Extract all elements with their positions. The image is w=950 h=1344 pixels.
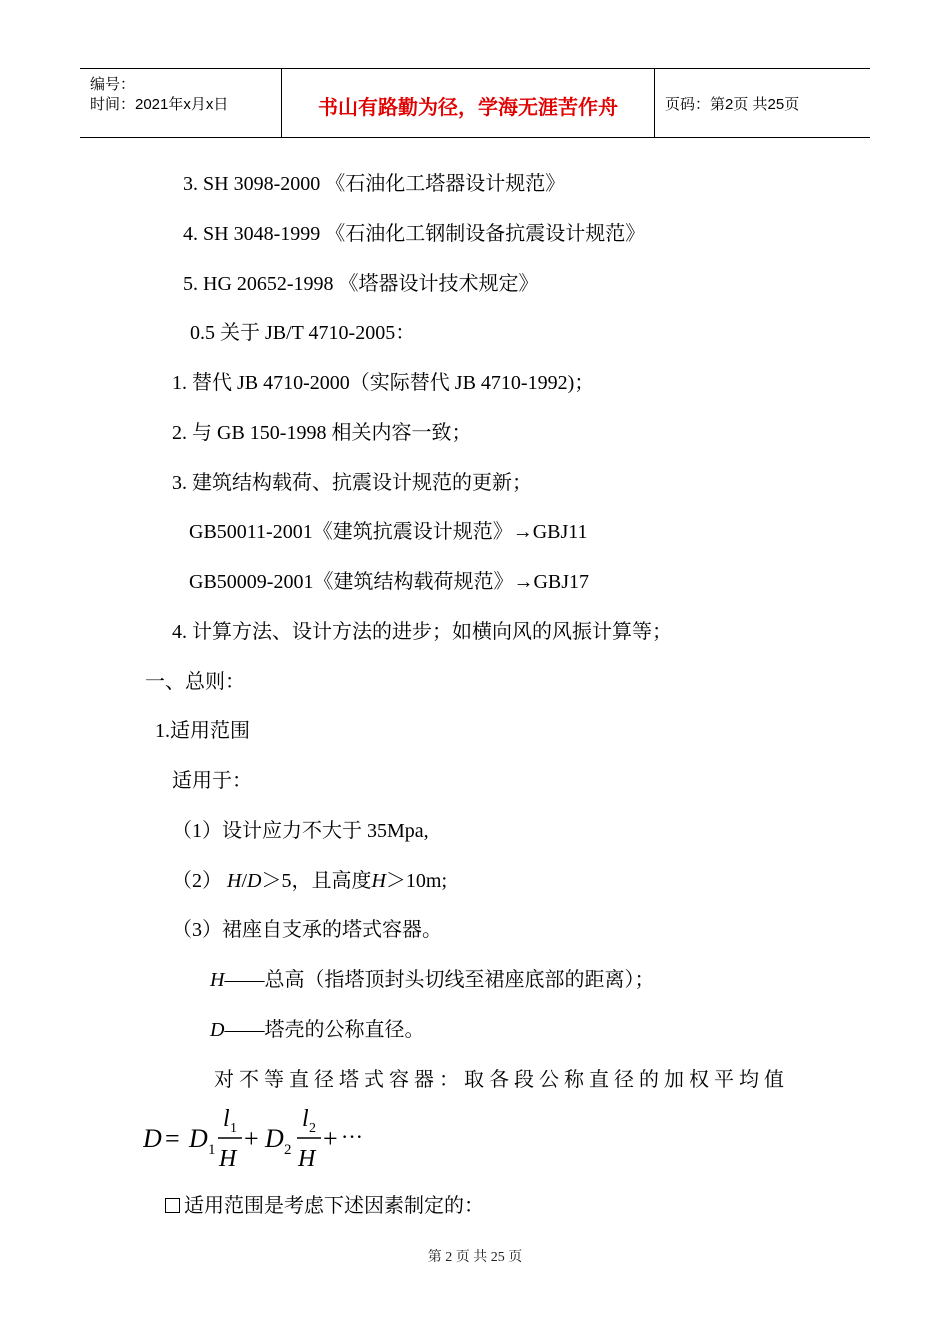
scope-factors-line: [165, 1193, 484, 1219]
formula-lhs: D: [143, 1124, 162, 1153]
variable-h-height: H: [371, 870, 386, 892]
code-reference-gb50009: GB50009-2001《建筑结构载荷规范》→GBJ17: [189, 571, 590, 593]
header-meta-cell: [80, 69, 282, 137]
formula-l2: l: [302, 1106, 309, 1132]
definition-h-text: ——总高（指塔顶封头切线至裙座底部的距离）；: [224, 969, 655, 991]
formula-d2: D: [265, 1124, 284, 1153]
condition-2-limit: ＞10m;: [385, 870, 448, 892]
condition-2-text: ＞5，且高度: [261, 870, 372, 892]
formula-l1-subscript: 1: [230, 1121, 237, 1136]
definition-d: [210, 1017, 424, 1043]
weighted-diameter-formula: [143, 1102, 403, 1174]
definition-h: [210, 967, 654, 993]
condition-2-number: （2）: [172, 870, 227, 892]
scope-condition-2: [172, 868, 447, 894]
header-page-cell: [654, 69, 871, 137]
definition-h-symbol: H: [210, 969, 225, 991]
formula-d2-subscript: 2: [284, 1142, 292, 1158]
formula-ellipsis: ···: [341, 1124, 363, 1149]
slash: /: [241, 870, 248, 892]
list-item-replace: 1. 替代 JB 4710-2000（实际替代 JB 4710-1992)；: [172, 372, 595, 394]
header-page-number: 页码：第2页 共25页: [665, 96, 800, 113]
scope-intro: 适用于：: [172, 770, 252, 792]
formula-h1: H: [219, 1146, 237, 1172]
page-header: [80, 68, 870, 138]
standard-item-3: 3. SH 3098-2000 《石油化工塔器设计规范》: [183, 173, 566, 195]
variable-h: H: [227, 870, 242, 892]
list-item-consistent: 2. 与 GB 150-1998 相关内容一致；: [172, 422, 472, 444]
scope-condition-3: （3）裙座自支承的塔式容器。: [172, 919, 442, 941]
document-time-label: 时间：2021年x月x日: [90, 96, 229, 113]
section-heading-0-5: 0.5 关于 JB/T 4710-2005：: [190, 322, 416, 344]
formula-equals: =: [165, 1124, 180, 1153]
page-footer: 第 2 页 共 25 页: [427, 1250, 523, 1265]
list-item-methods: 4. 计算方法、设计方法的进步；如横向风的风振计算等；: [172, 621, 672, 643]
formula-plus-1: +: [244, 1124, 259, 1153]
formula-d1: D: [189, 1124, 208, 1153]
weighted-average-note: 对 不 等 直 径 塔 式 容 器 ： 取 各 段 公 称 直 径 的 加 权 平 均 值: [214, 1069, 784, 1091]
standard-item-4: 4. SH 3048-1999 《石油化工钢制设备抗震设计规范》: [183, 223, 646, 245]
formula-d1-subscript: 1: [208, 1142, 216, 1158]
scope-condition-1: （1）设计应力不大于 35Mpa,: [172, 820, 429, 842]
variable-d: D: [247, 870, 262, 892]
code-reference-gb50011: GB50011-2001《建筑抗震设计规范》→GBJ11: [189, 521, 588, 543]
subsection-heading-scope: 1.适用范围: [155, 720, 250, 742]
definition-d-text: ——塔壳的公称直径。: [224, 1019, 425, 1041]
document-number-label: 编号：: [90, 76, 136, 93]
formula-h2: H: [298, 1146, 316, 1172]
standard-item-5: 5. HG 20652-1998 《塔器设计技术规定》: [183, 273, 539, 295]
header-motto-cell: [282, 69, 654, 137]
chapter-heading-general: 一、总则：: [145, 671, 245, 693]
header-motto: 书山有路勤为径，学海无涯苦作舟: [318, 95, 618, 119]
list-item-update: 3. 建筑结构载荷、抗震设计规范的更新；: [172, 472, 532, 494]
checkbox-square-icon: [165, 1198, 180, 1213]
definition-d-symbol: D: [210, 1019, 225, 1041]
scope-factors-text: 适用范围是考虑下述因素制定的：: [184, 1195, 484, 1217]
formula-l1: l: [223, 1106, 230, 1132]
formula-l2-subscript: 2: [309, 1121, 316, 1136]
formula-plus-2: +: [323, 1124, 338, 1153]
